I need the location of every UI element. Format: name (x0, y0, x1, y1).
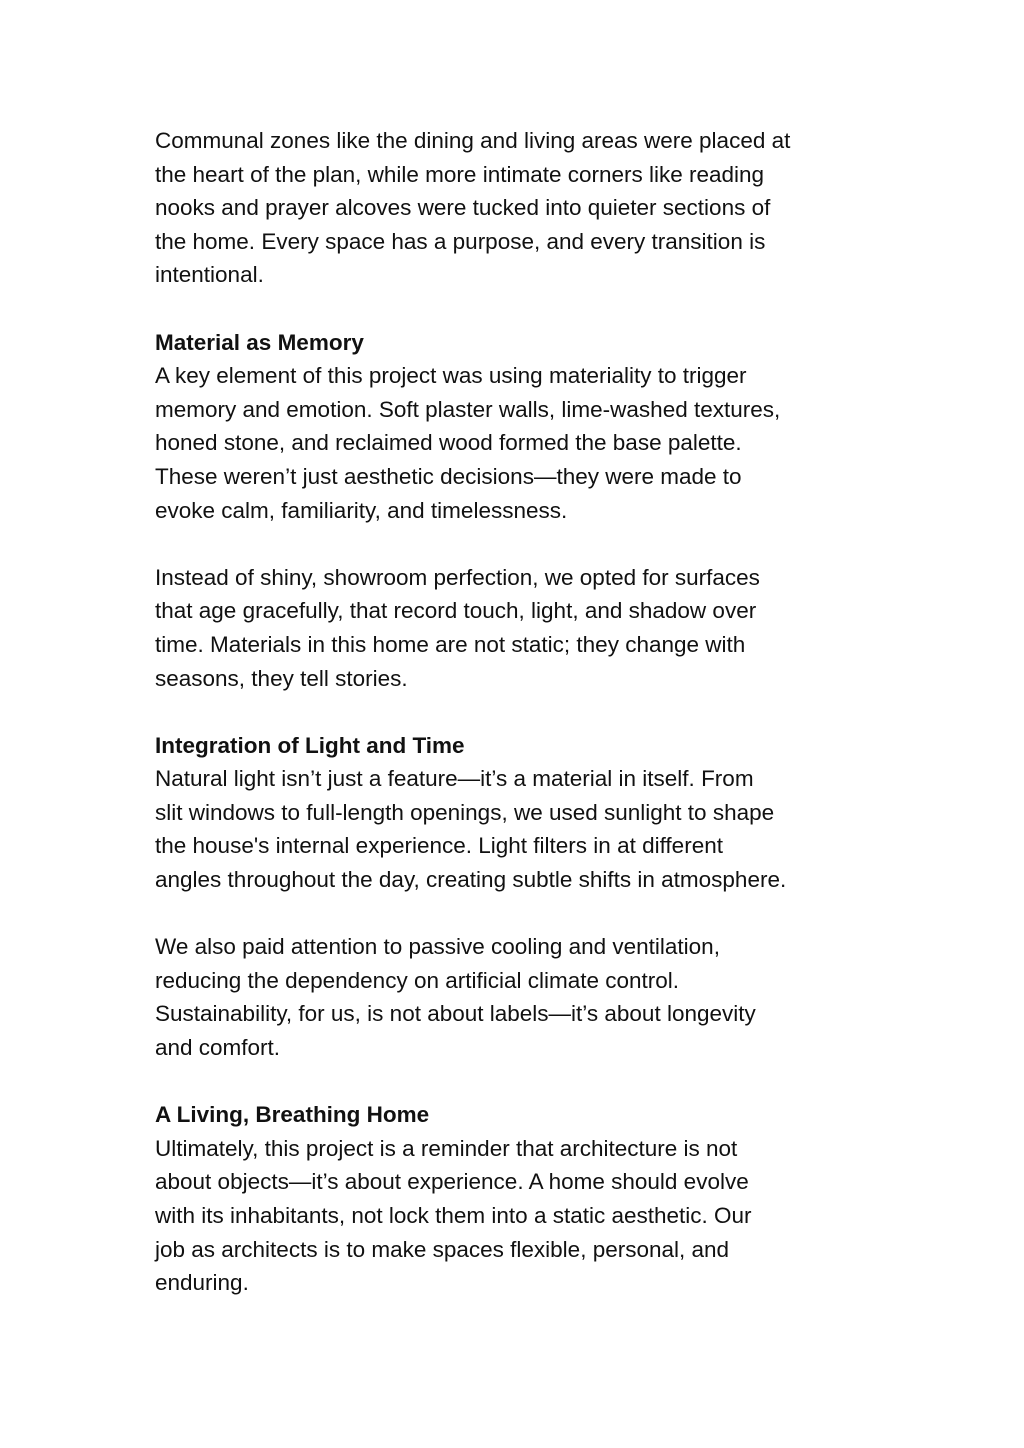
paragraph-surfaces: Instead of shiny, showroom perfection, we opted for surfaces that age gracefully, that record touch, light, and shadow over time. Materials in this home are not static; they change with seasons, they tell stories. (155, 564, 760, 691)
paragraph-communal-zones: Communal zones like the dining and living areas were placed at the heart of the plan, while more intimate corners like reading nooks and prayer alcoves were tucked into quieter sections of the home. Every space has a purpose, and every transition is intentional. (155, 128, 791, 288)
paragraph-ultimately: Ultimately, this project is a reminder that architecture is not about objects—it’s about experience. A home should evolve with its inhabitants, not lock them into a static aesthetic. Our job as architects is to make spaces flexible, personal, and enduring. (155, 1135, 752, 1296)
heading-living-breathing-home: A Living, Breathing Home (155, 1102, 430, 1128)
paragraph-materiality: A key element of this project was using materiality to trigger memory and emotion. Soft plaster walls, lime-washed textures, honed stone, and reclaimed wood formed the base palette. These weren’t just aesthetic decisions—they were made to evoke calm, familiarity, and timelessness. (155, 363, 781, 523)
paragraph-natural-light: Natural light isn’t just a feature—it’s a material in itself. From slit windows to full-length openings, we used sunlight to shape the house's internal experience. Light filters in at different angles throughout the day, creating subtle shifts in atmosphere. (155, 766, 787, 893)
document-body (155, 124, 895, 1333)
heading-material-as-memory: Material as Memory (155, 329, 364, 355)
paragraph-passive-cooling: We also paid attention to passive cooling and ventilation, reducing the dependency on artificial climate control. Sustainability, for us, is not about labels—it’s about longevity and comfort. (155, 934, 756, 1061)
heading-light-and-time: Integration of Light and Time (155, 732, 465, 758)
